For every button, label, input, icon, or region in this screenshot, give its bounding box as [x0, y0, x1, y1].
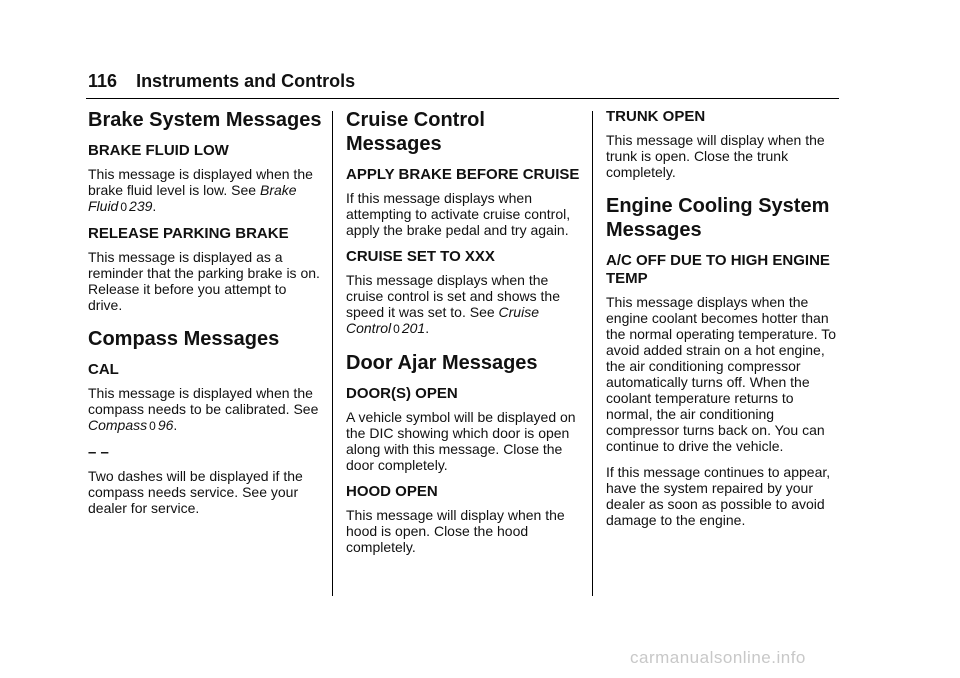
cal-heading: CAL	[88, 361, 119, 378]
door-ajar-title: Door Ajar Messages	[346, 352, 538, 374]
brake-fluid-page[interactable]: 239	[129, 198, 153, 214]
column-1	[88, 108, 324, 526]
page-reference-icon: 0	[120, 200, 128, 214]
column-2	[346, 108, 580, 565]
watermark: carmanualsonline.info	[630, 648, 806, 667]
release-parking-brake-text: This message is displayed as a reminder that the parking brake is on. Release it before you attempt to drive.	[88, 249, 320, 313]
compass-page[interactable]: 96	[157, 417, 174, 433]
apply-brake-heading: APPLY BRAKE BEFORE CRUISE	[346, 166, 580, 183]
cal-text: This message is displayed when the compass needs to be calibrated. See Compass 0 96.	[88, 385, 319, 433]
dashes-heading: – –	[88, 444, 109, 461]
dashes-text: Two dashes will be displayed if the compass needs service. See your dealer for service.	[88, 468, 303, 516]
brake-system-title: Brake System Messages	[88, 109, 322, 131]
running-head	[88, 70, 840, 92]
column-3	[606, 108, 842, 538]
hood-open-text: This message will display when the hood is open. Close the hood completely.	[346, 507, 565, 555]
ac-off-text-2: If this message continues to appear, have the system repaired by your dealer as soon as possible to avoid damage to the engine.	[606, 464, 831, 528]
ac-off-text-1: This message displays when the engine coolant becomes hotter than the normal operating temperature. To avoid added strain on a hot engine, the air conditioning compressor automatically turns off. When the coolant temperature returns to normal, the air conditioning compressor turns back on. You can continue to drive the vehicle.	[606, 294, 837, 454]
cruise-set-heading: CRUISE SET TO XXX	[346, 248, 495, 265]
doors-open-heading: DOOR(S) OPEN	[346, 385, 458, 402]
column-divider-1	[332, 111, 333, 596]
trunk-open-text: This message will display when the trunk is open. Close the trunk completely.	[606, 132, 825, 180]
engine-cooling-title: Engine Cooling System Messages	[606, 195, 830, 241]
brake-fluid-link[interactable]: Brake Fluid	[88, 182, 297, 214]
column-divider-2	[592, 111, 593, 596]
header-rule	[86, 98, 839, 99]
apply-brake-text: If this message displays when attempting to activate cruise control, apply the brake pedal and try again.	[346, 190, 571, 238]
trunk-open-heading: TRUNK OPEN	[606, 108, 706, 125]
ac-off-heading: A/C OFF DUE TO HIGH ENGINE TEMP	[606, 252, 830, 287]
page-number: 116	[88, 71, 118, 91]
cruise-set-text: This message displays when the cruise control is set and shows the speed it was set to. See Cruise Control 0 201.	[346, 272, 560, 336]
doors-open-text: A vehicle symbol will be displayed on the DIC showing which door is open along with this message. Close the door completely.	[346, 409, 576, 473]
page-reference-icon: 0	[393, 322, 400, 336]
release-parking-brake-heading: RELEASE PARKING BRAKE	[88, 225, 289, 242]
page-reference-icon: 0	[149, 419, 156, 433]
cruise-control-title: Cruise Control Messages	[346, 109, 485, 155]
brake-fluid-low-heading: BRAKE FLUID LOW	[88, 142, 229, 159]
cruise-control-link[interactable]: Cruise Control	[346, 304, 539, 336]
compass-title: Compass Messages	[88, 328, 280, 350]
hood-open-heading: HOOD OPEN	[346, 483, 438, 500]
cruise-control-page[interactable]: 201	[401, 320, 426, 336]
brake-fluid-low-text: This message is displayed when the brake fluid level is low. See Brake Fluid 0 239.	[88, 166, 313, 214]
compass-link[interactable]: Compass	[88, 417, 148, 433]
section-title: Instruments and Controls	[136, 71, 356, 91]
